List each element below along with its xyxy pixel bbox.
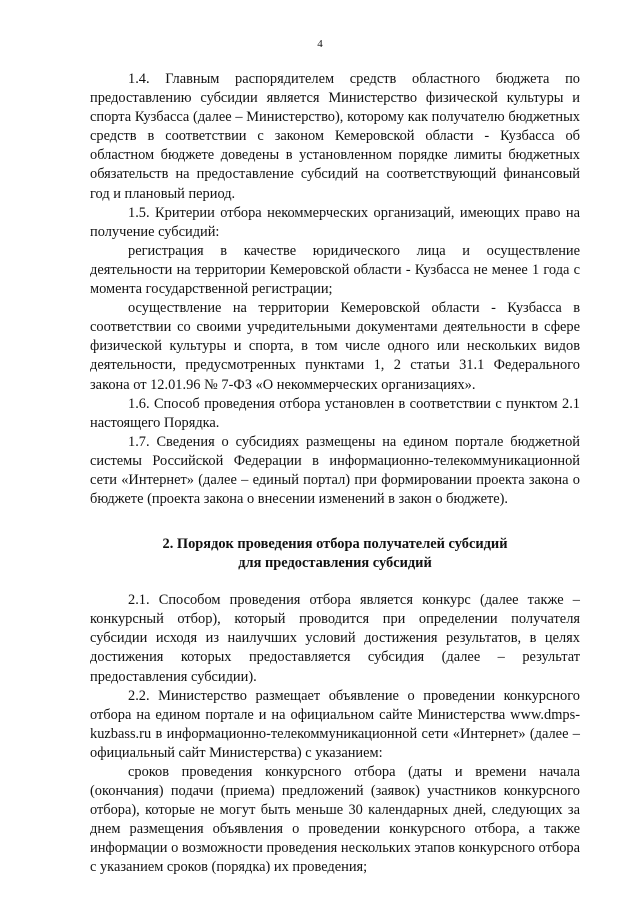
- criterion-registration: регистрация в качестве юридического лица и осуществление деятельности на территории Кемеровской области - Кузбасса не менее 1 года с момента государственной регистрации;: [90, 242, 580, 298]
- document-body: [90, 70, 580, 878]
- announcement-deadlines: сроков проведения конкурсного отбора (даты и времени начала (окончания) подачи (приема) предложений (заявок) участников конкурсного отбора), которые не могут быть меньше 30 календарных дней, следующих за днем размещения объявления о проведении конкурсного отбора, а также информации о возможности проведения нескольких этапов конкурсного отбора с указанием сроков (порядка) их проведения;: [90, 764, 580, 876]
- paragraph-1-7: 1.7. Сведения о субсидиях размещены на едином портале бюджетной системы Российской Федерации в информационно-телекоммуникационной сети «Интернет» (далее – единый портал) при формировании проекта закона о бюджете (проекта закона о внесении изменений в закон о бюджете).: [90, 433, 580, 508]
- section-2-heading-line-2: для предоставления субсидий: [238, 555, 432, 572]
- paragraph-2-1: 2.1. Способом проведения отбора является конкурс (далее также – конкурсный отбор), который проводится при определении получателя субсидии исходя из наилучших условий достижения результатов, в целях достижения которых предоставляется субсидия (далее – результат предоставления субсидии).: [90, 592, 580, 685]
- paragraph-1-4: 1.4. Главным распорядителем средств областного бюджета по предоставлению субсидии является Министерство физической культуры и спорта Кузбасса (далее – Министерство), которому как получателю бюджетных средств в соответствии с законом Кемеровской области - Кузбасса об областном бюджете доведены в установленном порядке лимиты бюджетных обязательств на предоставление субсидий на соответствующий финансовый год и плановый период.: [90, 71, 580, 202]
- paragraph-2-2: 2.2. Министерство размещает объявление о проведении конкурсного отбора на едином портале и на официальном сайте Министерства www.dmps-kuzbass.ru в информационно-телекоммуникационной сети «Интернет» (далее – официальный сайт Министерства) с указанием:: [90, 687, 580, 761]
- criterion-activity: осуществление на территории Кемеровской области - Кузбасса в соответствии со своими учредительными документами деятельности в сфере физической культуры и спорта, в том числе одного или нескольких видов деятельности, предусмотренных пунктами 1, 2 статьи 31.1 Федерального закона от 12.01.96 № 7-ФЗ «О некоммерческих организациях».: [90, 300, 580, 393]
- paragraph-1-6: 1.6. Способ проведения отбора установлен в соответствии с пунктом 2.1 настоящего Порядка.: [90, 395, 580, 431]
- paragraph-1-5: 1.5. Критерии отбора некоммерческих организаций, имеющих право на получение субсидий:: [90, 204, 580, 240]
- page-number: 4: [317, 38, 323, 50]
- section-2-heading: [90, 535, 580, 573]
- section-2-heading-line-1: 2. Порядок проведения отбора получателей субсидий: [162, 536, 508, 553]
